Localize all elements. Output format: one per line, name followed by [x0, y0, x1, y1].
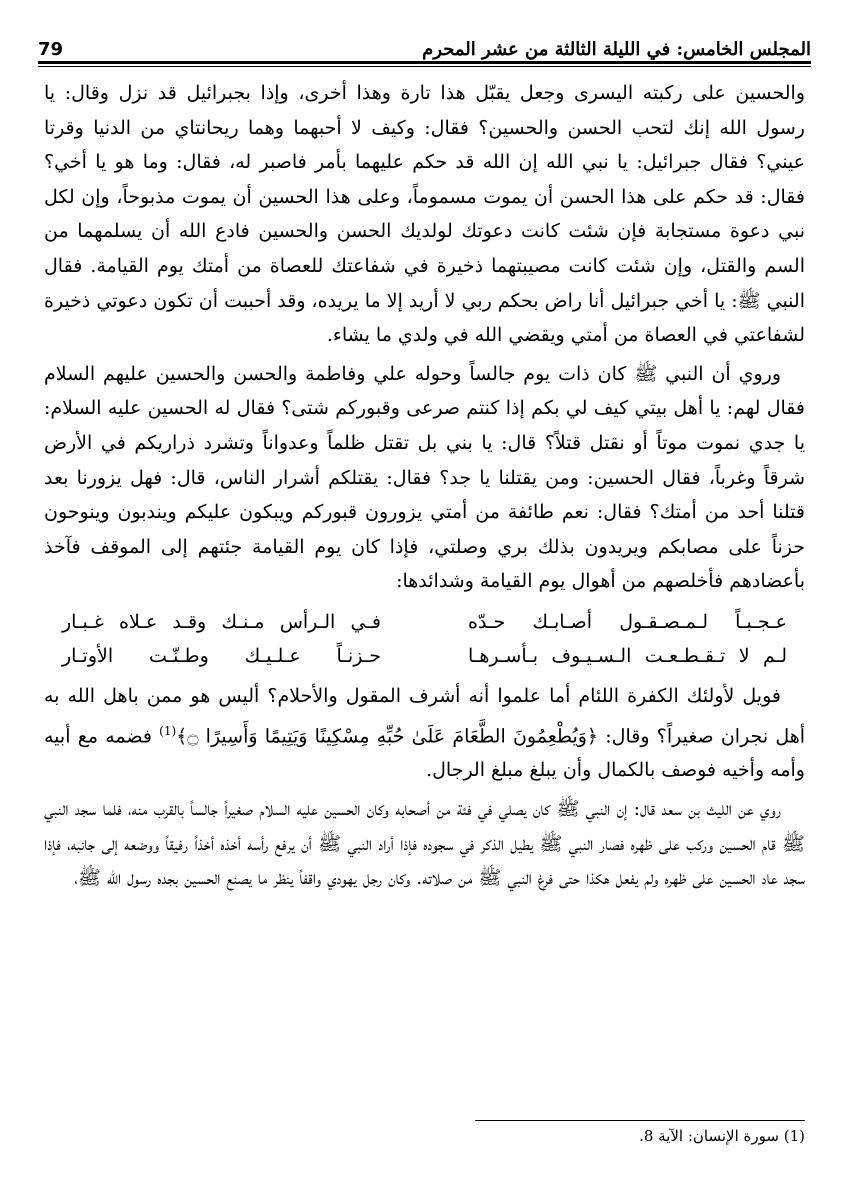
footnote-reference: (1) [159, 723, 177, 738]
header-title: المجلس الخامس: في الليلة الثالثة من عشر المحرم [422, 39, 811, 60]
poem [44, 605, 805, 673]
verse-2-second-hemistich: حـزنـاً عـلـيـك وطـنّـت الأوتـار [62, 644, 381, 667]
footnote-rule [475, 1120, 805, 1121]
footnote: (1) سورة الإنسان: الآية 8. [639, 1127, 805, 1145]
page-number: 79 [38, 39, 64, 60]
running-header [38, 34, 811, 60]
paragraph-1: والحسين على ركبته اليسرى وجعل يقبّل هذا تارة وهذا أخرى، وإذا بجبرائيل قد نزل وقال: يا رسول الله إنك لتحب الحسن والحسين؟ فقال: وكيف لا أحبهما وهما ريحانتاي من الدنيا وقرتا عيني؟ فقال جبرائيل: يا نبي الله إن الله قد حكم عليهما بأمر فاصبر له، فقال: وما هو يا أخي؟ فقال: قد حكم على هذا الحسن أن يموت مسموماً، وعلى هذا الحسين أن يموت مذبوحاً، وإن لكل نبي دعوة مستجابة فإن شئت كانت دعوتك لولديك الحسن والحسين فادع الله أن يسلمهما من السم والقتل، وإن شئت كانت مصيبتهما ذخيرة في شفاعتك للعصاة من أمتك يوم القيامة. فقال النبي ﷺ: يا أخي جبرائيل أنا راض بحكم ربي لا أريد إلا ما يريده، وقد أحببت أن تكون دعوتي ذخيرة لشفاعتي في العصاة من أمتي ويقضي الله في ولدي ما يشاء. [44, 82, 805, 347]
paragraph-4: روي عن الليث بن سعد قال: إن النبي ﷺ كان يصلي في فئة من أصحابه وكان الحسين عليه السلام صغيراً جالساً بالقرب منه، فلما سجد النبي ﷺ قام الحسين وركب على ظهره فصار النبي ﷺ يطيل الذكر في سجوده فإذا أراد النبي ﷺ أن يرفع رأسه أخذه أخذاً رفيقاً ووضعه إلى جانبه، فإذا سجد عاد الحسين على ظهره ولم يفعل هكذا حتى فرغ النبي ﷺ من صلاته. وكان رجل يهودي واقفاً ينظر ما يصنع الحسين بجده رسول الله ﷺ، [44, 798, 805, 890]
poem-verse-2 [44, 639, 805, 673]
quran-verse: ﴿وَيُطْعِمُونَ الطَّعَامَ عَلَىٰ حُبِّهِ مِسْكِينًا وَيَتِيمًا وَأَسِيرًا ۝﴾ [176, 724, 599, 747]
page-body [44, 76, 805, 900]
paragraph-2: وروي أن النبي ﷺ كان ذات يوم جالساً وحوله علي وفاطمة والحسن والحسين عليهم السلام فقال لهم: يا أهل بيتي كيف لي بكم إذا كنتم صرعى وقبوركم شتى؟ فقال له الحسين عليه السلام: يا جدي نموت موتاً أو نقتل قتلاً؟ قال: يا بني بل تقتل ظلماً وعدواناً وتشرد ذراريكم في الأرض شرقاً وغرباً، فقال الحسين: ومن يقتلنا يا جد؟ فقال: يقتلكم أشرار الناس، قال: فهل يزورنا بعد قتلنا أحد من أمتك؟ فقال: نعم طائفة من أمتي يزورون قبوركم ويبكون عليكم ويندبون وينوحون حزناً على مصابكم ويريدون بذلك بري وصلتي، فإذا كان يوم القيامة جئتهم إلى الموقف فآخذ بأعضادهم فأخلصهم من أهوال يوم القيامة وشدائدها: [44, 362, 805, 593]
verse-2-first-hemistich: لـم لا تـقـطـعـت الـسـيـوف بـأسـرهـا [468, 644, 787, 667]
paragraph-3-text-end: فضمه مع أبيه وأمه وأخيه فوصف بالكمال وأن يبلغ مبلغ الرجال. [44, 724, 805, 782]
header-rule [38, 61, 811, 64]
verse-1-second-hemistich: فـي الـرأس مـنـك وقـد عـلاه غـبـار [62, 610, 381, 633]
paragraph-3-text: فويل لأولئك الكفرة اللئام أما علموا أنه أشرف المقول والأحلام؟ أليس هو ممن باهل الله به أهل نجران صغيراً؟ وقال: [44, 684, 806, 747]
paragraph-3 [44, 679, 805, 788]
verse-1-first-hemistich: عـجـبـاً لـمـصـقـول أصـابـك حـدّه [468, 610, 787, 633]
header-rule-thin [38, 66, 811, 67]
poem-verse-1 [44, 605, 805, 639]
